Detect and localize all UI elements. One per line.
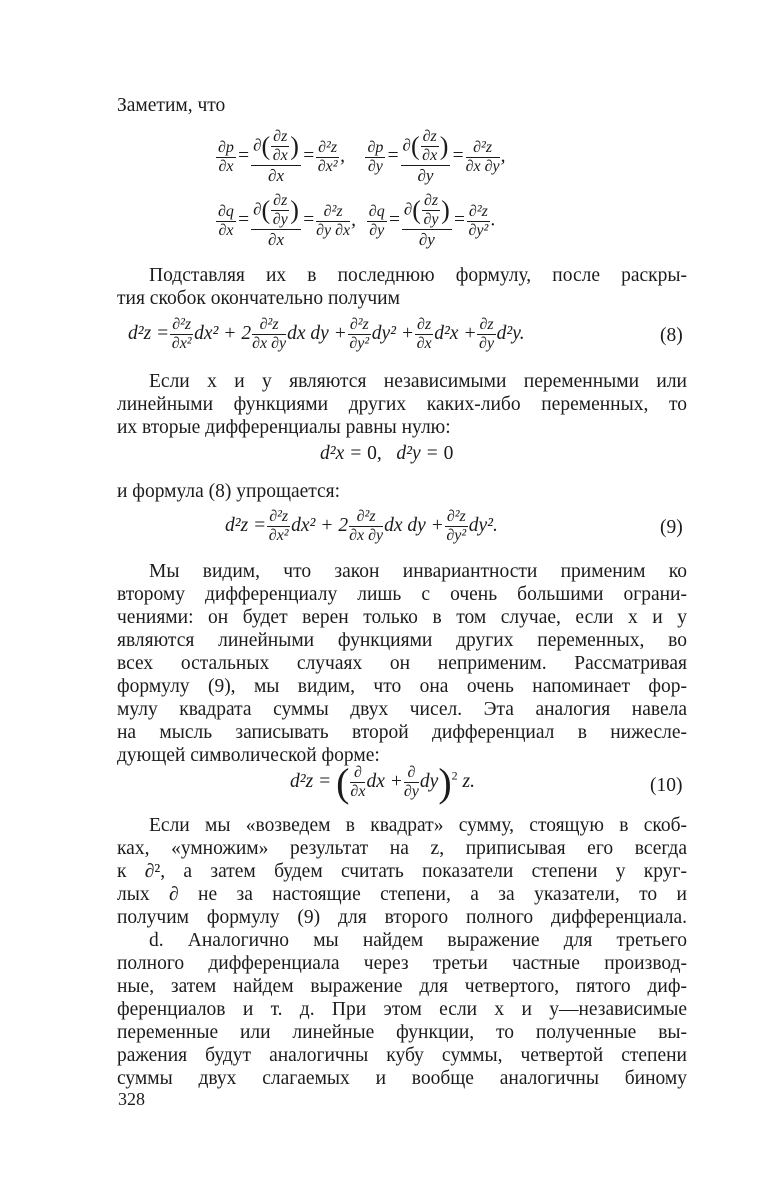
paragraph-independent: Если x и y являются независимыми переменными или линейными функциями других каких-либо переменных, то их вторые дифференциалы равны нулю: [117, 371, 687, 438]
equation-10: d²z = ( $\frac{\partial}{\partial x}$ dx + $\frac{\partial}{\partial y}$ dy)$^2$ z. [290, 760, 475, 805]
paragraph-invariance: Мы видим, что закон инвариантности применим ко второму дифференциалу лишь с очень большими ограни- чениями: он будет верен только в том случае, если x и y являются линейными функциями других переменных, во всех остальных случаях он неприменим. Рассматривая формулу (9), мы видим, что она очень напоминает фор- мулу квадрата суммы двух чисел. Эта аналогия навела на мысль записывать второй дифференциал в нижесле- дующей символической форме: [117, 561, 687, 766]
page-number: 328 [118, 1089, 145, 1109]
formula-dq: $\frac{\partial q}{\partial x}$ = ∂( $\frac{\partial z}{\partial y}$ ) ∂x = $\frac{\text{∂²z}}{\partial y \partial x}$ , $\frac{\partial q}{\partial y}$ = ∂( $\frac{\partial z}{\partial y}$ ) ∂y = $\frac{\text{∂²z}}{\text{∂y²}}$ . [218, 192, 496, 249]
equation-9: d²z = $\frac{\text{∂²z}}{\text{∂x²}}$ dx² + 2 $\frac{\text{∂²z}}{\partial x \partial y}$ dx dy + $\frac{\text{∂²z}}{\text{∂y²}}$ dy². [225, 508, 498, 544]
equation-8: d²z = $\frac{\text{∂²z}}{\text{∂x²}}$ dx² + 2 $\frac{\text{∂²z}}{\partial x \partial y}$ dx dy + $\frac{\text{∂²z}}{\text{∂y²}}$ dy² + $\frac{\partial z}{\partial x}$ d²x + $\frac{\partial z}{\partial y}$ d²y. [128, 316, 525, 352]
equation-10-label: (10) [650, 775, 683, 796]
paragraph-simplifies: и формула (8) упрощается: [117, 481, 341, 502]
formula-second-differentials-zero: d²x = 0, d²y = 0 [320, 443, 454, 464]
equation-9-label: (9) [660, 517, 683, 538]
paragraph-higher-differentials: d. Аналогично мы найдем выражение для третьего полного дифференциала через третьи частные производ- ные, затем найдем выражение для четвертого, пятого диф- ференциалов и т. д. При этом если x и y—независимые переменные или линейные функции, то полученные вы- ражения будут аналогичны кубу суммы, четвертой степени суммы двух слагаемых и вообще аналогичны биному [117, 930, 687, 1089]
intro-text: Заметим, что [117, 95, 226, 116]
paragraph-substitute: Подставляя их в последнюю формулу, после раскры- тия скобок окончательно получим [117, 265, 687, 309]
formula-dp: $\frac{\partial p}{\partial x}$ = ∂( $\frac{\partial z}{\partial x}$ ) ∂x = $\frac{\text{∂²z}}{\text{∂x²}}$ , $\frac{\partial p}{\partial y}$ = ∂( $\frac{\partial z}{\partial x}$ ) ∂y = $\frac{\text{∂²z}}{\partial x \partial y}$ , [218, 128, 506, 185]
paragraph-symbolic-square: Если мы «возведем в квадрат» сумму, стоящую в скоб- ках, «умножим» результат на z, приписывая его всегда к ∂², а затем будем считать показатели степени у круг- лых ∂ не за настоящие степени, а за указатели, то и получим формулу (9) для второго полного дифференциала. [117, 815, 687, 928]
equation-8-label: (8) [660, 325, 683, 346]
